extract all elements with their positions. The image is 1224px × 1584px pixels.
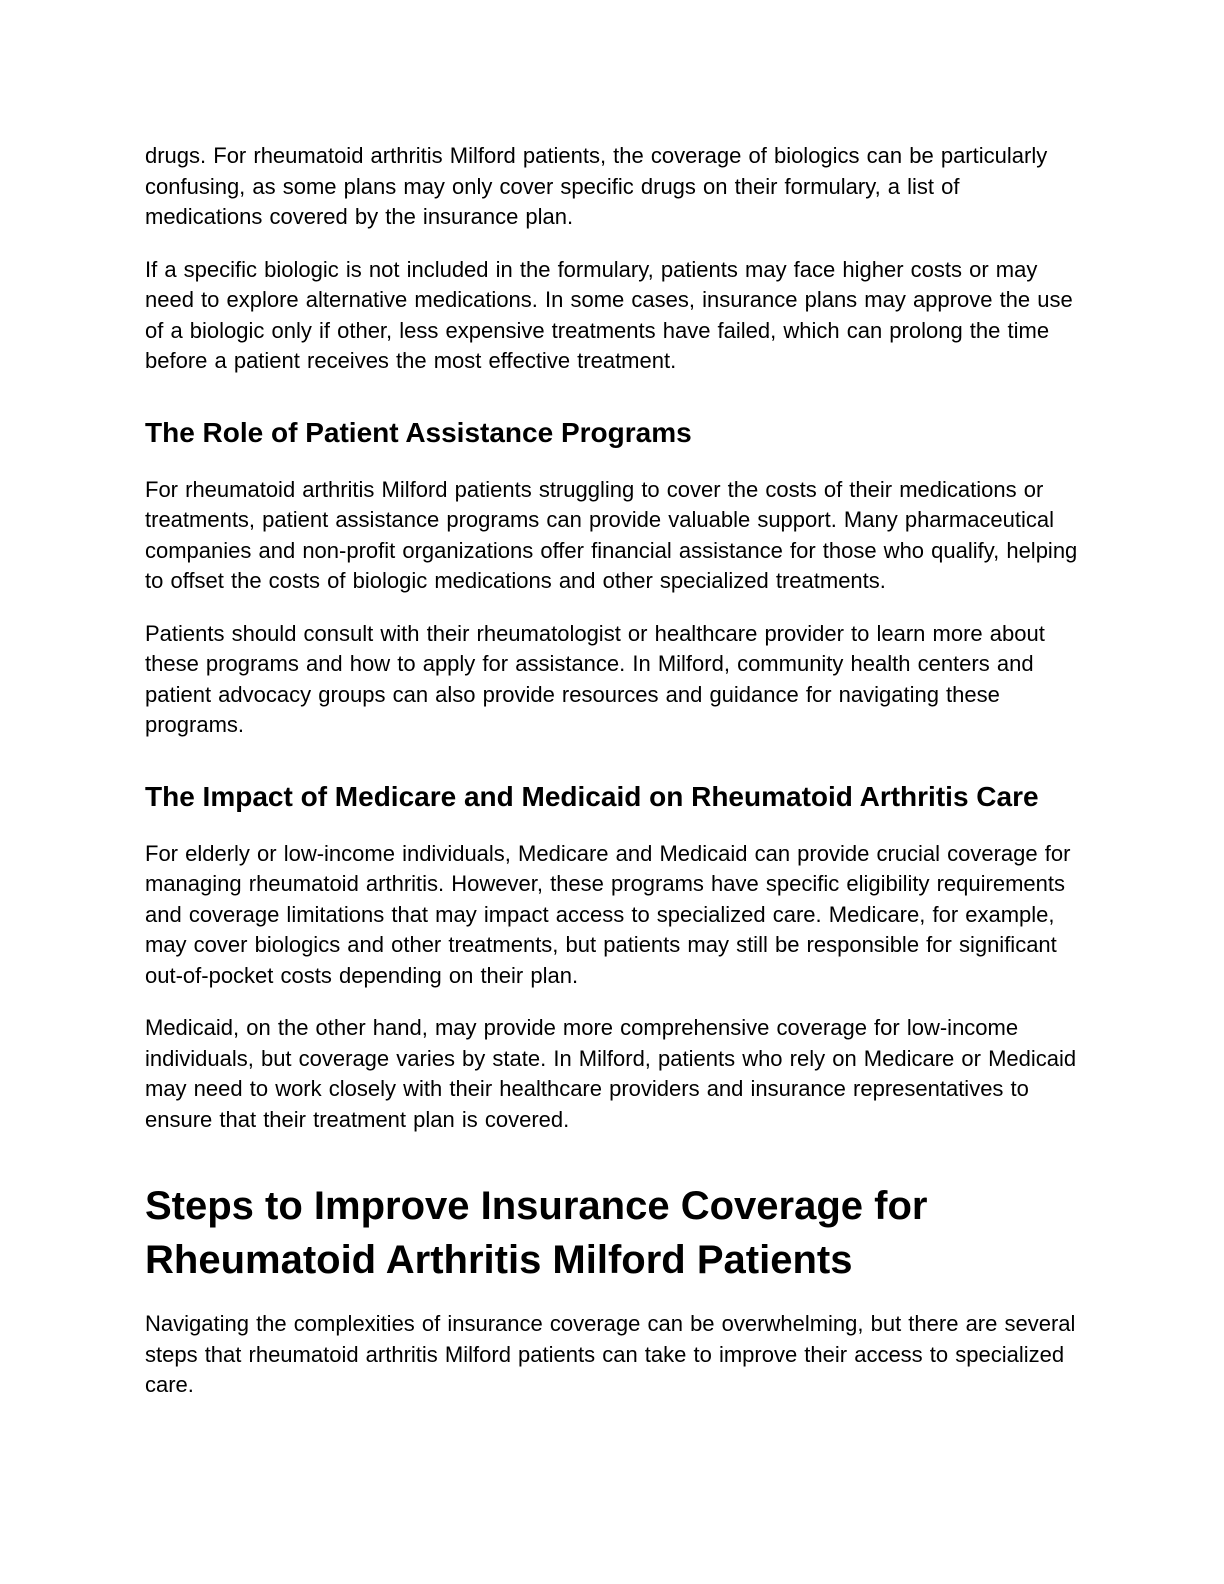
paragraph-formulary-exclusion: If a specific biologic is not included in the formulary, patients may face higher costs or may need to explore alternative medications. In some cases, insurance plans may approve the use of a biologic only if other, less expensive treatments have failed, which can prolong the time before a patient receives the most effective treatment. xyxy=(145,256,1073,373)
heading-medicare-medicaid-impact: The Impact of Medicare and Medicaid on Rheumatoid Arthritis Care xyxy=(145,780,1039,812)
paragraph-biologics-coverage: drugs. For rheumatoid arthritis Milford patients, the coverage of biologics can be particularly confusing, as some plans may only cover specific drugs on their formulary, a list of medications covered by the insurance plan. xyxy=(145,143,1048,229)
paragraph-assistance-programs-support: For rheumatoid arthritis Milford patients struggling to cover the costs of their medications or treatments, patient assistance programs can provide valuable support. Many pharmaceutical companies and non-profit organizations offer financial assistance for those who qualify, helping to offset the costs of biologic medications and other specialized treatments. xyxy=(145,476,1078,593)
heading-patient-assistance-programs: The Role of Patient Assistance Programs xyxy=(145,416,692,448)
paragraph-navigating-complexities: Navigating the complexities of insurance coverage can be overwhelming, but there are several steps that rheumatoid arthritis Milford patients can take to improve their access to specialized care. xyxy=(145,1311,1076,1397)
paragraph-medicaid-coverage: Medicaid, on the other hand, may provide more comprehensive coverage for low-income individuals, but coverage varies by state. In Milford, patients who rely on Medicare or Medicaid may need to work closely with their healthcare providers and insurance representatives to ensure that their treatment plan is covered. xyxy=(145,1015,1077,1132)
heading-steps-improve-insurance-coverage: Steps to Improve Insurance Coverage for Rheumatoid Arthritis Milford Patients xyxy=(145,1184,928,1282)
paragraph-consult-rheumatologist: Patients should consult with their rheumatologist or healthcare provider to learn more about these programs and how to apply for assistance. In Milford, community health centers and patient advocacy groups can also provide resources and guidance for navigating these programs. xyxy=(145,620,1045,737)
paragraph-medicare-coverage: For elderly or low-income individuals, Medicare and Medicaid can provide crucial coverage for managing rheumatoid arthritis. However, these programs have specific eligibility requirements and coverage limitations that may impact access to specialized care. Medicare, for example, may cover biologics and other treatments, but patients may still be responsible for significant out-of-pocket costs depending on their plan. xyxy=(145,840,1071,988)
